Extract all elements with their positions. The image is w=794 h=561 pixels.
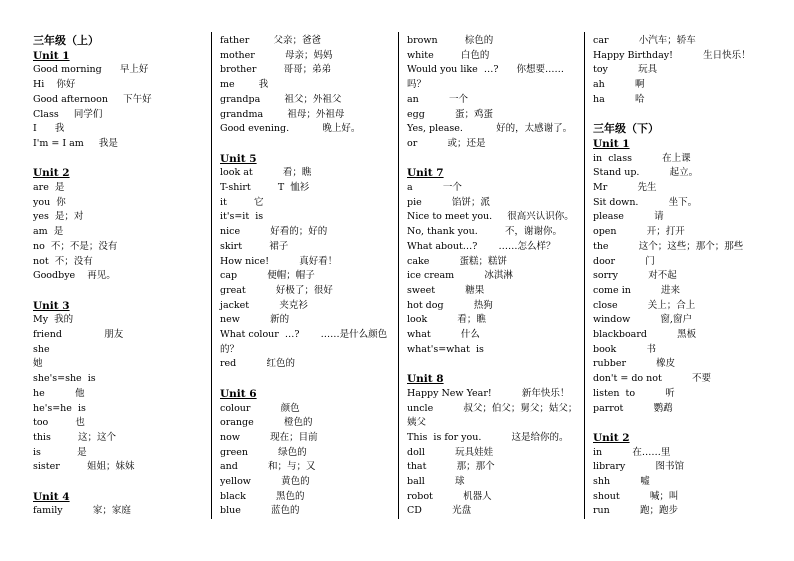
unit-heading: Unit 3 [33,299,70,312]
vocab-entry: Nice to meet you. 很高兴认识你。 [407,211,574,223]
vocab-entry: car 小汽车；轿车 [593,35,696,46]
unit-heading: Unit 1 [593,137,630,150]
vocab-entry: it 它 [220,196,264,208]
vocab-entry: ah 啊 [593,79,645,91]
section-spacer [593,108,770,123]
vocab-entry: in class 在上课 [593,152,691,164]
vocab-entry: nice 好看的；好的 [220,226,328,238]
vocab-entry: rubber 橡皮 [593,358,676,370]
column-divider [398,32,399,519]
unit-heading: Unit 2 [593,431,630,444]
vocab-entry: Good morning 早上好 [33,64,149,76]
vocab-entry: brother 哥哥；弟弟 [220,64,332,76]
vocab-entry: grandpa 祖父；外祖父 [220,93,342,105]
vocab-entry: come in 进来 [593,284,681,296]
vocab-entry: door 门 [593,255,655,267]
unit-heading: Unit 8 [407,373,444,386]
unit-heading: Unit 4 [33,490,70,503]
vocab-entry: he 他 [33,387,85,399]
vocab-entry: father 父亲；爸爸 [220,35,321,46]
column-divider [211,32,212,519]
vocab-entry: orange 橙色的 [220,417,313,429]
vocab-entry: look at 看；瞧 [220,167,312,179]
vocab-entry: friend 朋友 [33,329,124,341]
vocab-entry: No, thank you. 不，谢谢你。 [407,226,562,238]
vocab-entry: CD 光盘 [407,505,472,517]
vocab-entry: jacket 夹克衫 [220,299,308,311]
vocab-entry: an 一个 [407,93,468,105]
vocab-column-2 [220,34,396,525]
vocab-entry: Yes, please. 好的，太感谢了。 [407,123,573,135]
vocab-entry: green 绿色的 [220,446,307,458]
vocab-entry: skirt 裙子 [220,240,289,252]
vocab-entry: Hi 你好 [33,79,76,91]
section-spacer [33,475,205,490]
vocab-entry: me 我 [220,79,269,91]
vocab-entry: black 黑色的 [220,490,305,502]
vocab-entry: blue 蓝色的 [220,505,300,517]
vocab-entry: sister 姐姐；妹妹 [33,461,135,473]
vocab-entry: she's=she is [33,373,96,385]
vocab-entry: sorry 对不起 [593,270,677,282]
vocab-entry: Happy Birthday! 生日快乐！ [593,49,751,61]
vocab-entry: What colour …? ……是什么颜色的？ [220,329,388,355]
vocab-entry: grandma 祖母；外祖母 [220,108,345,120]
vocab-entry: the 这个；这些；那个；那些 [593,240,744,252]
section-spacer [593,416,770,431]
unit-heading: Unit 5 [220,152,257,165]
vocab-entry: Goodbye 再见。 [33,270,116,282]
vocab-entry: you 你 [33,196,66,208]
vocab-entry: brown 棕色的 [407,35,494,46]
vocab-entry: toy 玩具 [593,64,658,76]
vocab-entry: pie 馅饼；派 [407,196,490,208]
vocab-entry: red 红色的 [220,358,295,370]
section-spacer [220,372,393,387]
vocab-entry: no 不；不是；没有 [33,240,118,252]
section-spacer [33,284,205,299]
unit-heading: Unit 2 [33,167,70,180]
vocab-entry: this 这；这个 [33,431,117,443]
vocab-entry: Class 同学们 [33,108,103,120]
grade-heading: 三年级（上） [33,34,99,47]
vocab-entry: it's=it is [220,211,264,223]
section-spacer [407,152,582,167]
vocab-entry: open 开；打开 [593,226,685,238]
vocab-entry: ha 哈 [593,93,645,105]
vocab-entry: Would you like …? 你想要……吗？ [407,64,565,91]
vocab-entry: don't = do not 不要 [593,373,712,385]
vocab-entry: uncle 叔父；伯父；舅父；姑父；姨父 [407,402,578,429]
vocab-entry: not 不；没有 [33,255,93,267]
vocab-entry: cake 蛋糕；糕饼 [407,255,508,267]
vocab-column-3 [407,34,585,525]
vocab-entry: run 跑；跑步 [593,505,678,517]
vocab-entry: please 请 [593,211,664,223]
vocab-entry: yellow 黄色的 [220,476,310,488]
vocab-entry: T-shirt T 恤衫 [220,182,310,194]
vocab-entry: Good afternoon 下午好 [33,93,152,105]
vocab-entry: Good evening. 晚上好。 [220,123,361,135]
vocab-entry: Happy New Year! 新年快乐！ [407,387,570,399]
vocab-entry: what 什么 [407,329,480,341]
vocab-entry: in 在……里 [593,446,671,458]
vocab-entry: parrot 鹦鹉 [593,402,673,414]
vocab-entry: now 现在；目前 [220,431,318,443]
vocab-entry: shh 嘘 [593,476,650,488]
vocab-entry: robot 机器人 [407,490,492,502]
vocab-entry: what's=what is [407,343,484,355]
vocab-entry: ball 球 [407,476,465,488]
vocab-entry: 她 [33,358,43,370]
vocab-entry: doll 玩具娃娃 [407,446,494,458]
vocab-entry: Sit down. 坐下。 [593,196,698,208]
vocab-entry: shout 喊；叫 [593,490,679,502]
vocab-entry: colour 颜色 [220,402,300,414]
vocab-entry: am 是 [33,226,64,238]
vocab-entry: he's=he is [33,402,86,414]
vocab-entry: are 是 [33,182,65,194]
section-spacer [220,137,393,152]
vocab-entry: I'm = I am 我是 [33,137,118,149]
vocab-entry: is 是 [33,446,87,458]
vocab-entry: mother 母亲；妈妈 [220,49,333,61]
unit-heading: Unit 6 [220,387,257,400]
vocab-entry: Stand up. 起立。 [593,167,699,179]
vocab-entry: yes 是；对 [33,211,84,223]
unit-heading: Unit 1 [33,49,70,62]
vocab-entry: What about…? ……怎么样？ [407,240,556,252]
grade-heading: 三年级（下） [593,122,659,136]
vocab-entry: blackboard 黑板 [593,329,697,341]
vocab-entry: hot dog 热狗 [407,299,493,311]
vocab-entry: too 也 [33,417,85,429]
vocab-entry: great 好极了；很好 [220,284,333,296]
vocab-entry: ice cream 冰淇淋 [407,270,513,282]
vocab-entry: Mr 先生 [593,182,657,194]
vocab-entry: library 图书馆 [593,461,684,473]
vocab-entry: I 我 [33,123,65,135]
vocab-entry: close 关上；合上 [593,299,696,311]
vocab-column-4 [593,34,773,525]
vocab-entry: My 我的 [33,314,74,326]
vocab-entry: egg 蛋；鸡蛋 [407,108,493,120]
vocab-entry: cap 便帽；帽子 [220,270,315,282]
section-spacer [33,152,205,167]
vocab-entry: that 那；那个 [407,461,495,473]
unit-heading: Unit 7 [407,167,444,180]
vocab-entry: and 和；与；又 [220,461,316,473]
vocab-entry: sweet 糖果 [407,284,485,296]
vocab-entry: family 家；家庭 [33,505,131,517]
vocab-entry: a 一个 [407,182,462,194]
vocab-column-1 [33,34,208,525]
section-spacer [407,357,582,372]
vocab-entry: new 新的 [220,314,290,326]
vocab-entry: she [33,343,50,355]
vocab-entry: This is for you. 这是给你的。 [407,431,569,443]
vocab-entry: book 书 [593,343,656,355]
vocab-entry: or 或；还是 [407,137,486,149]
vocab-entry: white 白色的 [407,49,490,61]
vocab-entry: listen to 听 [593,387,675,399]
vocab-entry: look 看；瞧 [407,314,486,326]
vocab-entry: window 窗,窗户 [593,314,692,326]
vocab-entry: How nice! 真好看！ [220,255,338,267]
